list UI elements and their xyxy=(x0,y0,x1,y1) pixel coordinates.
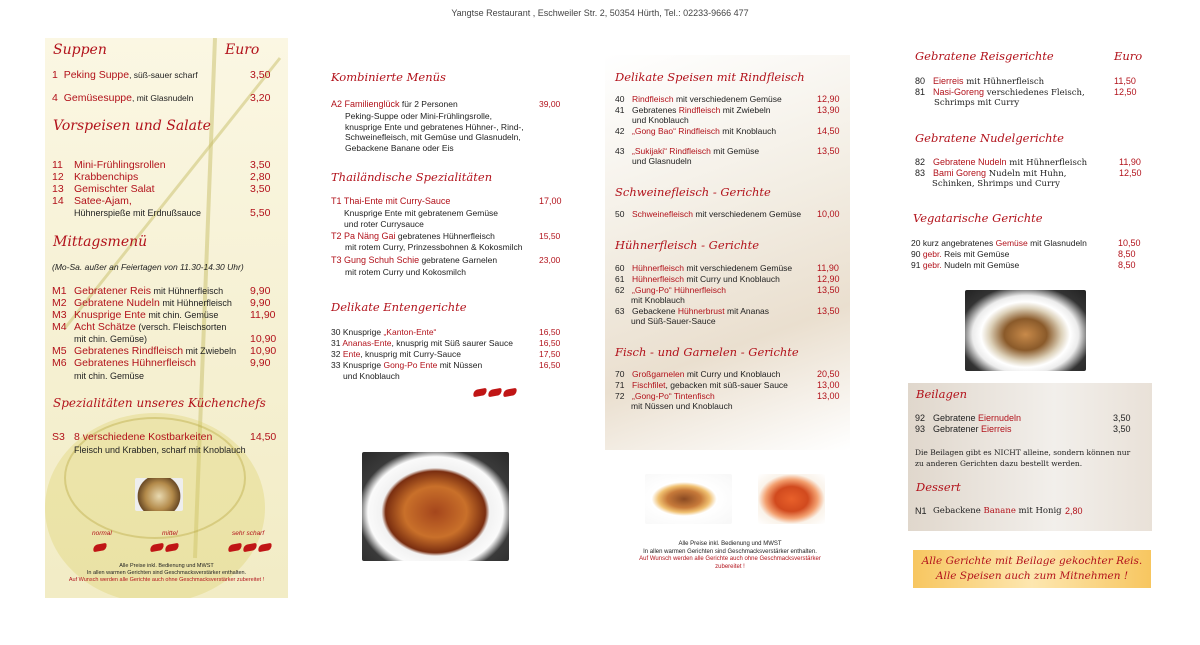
menu-item-detail: und Knoblauch xyxy=(632,115,689,125)
chili-icon xyxy=(150,543,180,554)
menu-item: T1 Thai-Ente mit Curry-Sauce 17,00 xyxy=(331,196,562,206)
menu-item: N1 Gebackene Banane mit Honig 2,80 xyxy=(915,506,1083,516)
menu-item: 60 Hühnerfleisch mit verschiedenem Gemüse 11,90 xyxy=(615,263,839,273)
menu-item: M5 Gebratenes Rindfleisch mit Zwiebeln 10,90 xyxy=(52,345,277,357)
section-title-vorspeisen: Vorspeisen und Salate xyxy=(53,118,211,134)
menu-item: A2 Familienglück für 2 Personen 39,00 xyxy=(331,99,561,109)
menu-item: M6 Gebratenes Hühnerfleisch 9,90 xyxy=(52,357,271,369)
menu-item: 90 gebr. Reis mit Gemüse 8,50 xyxy=(911,249,1136,259)
beef-dish-photo xyxy=(645,474,732,524)
section-title-spezialitaeten: Spezialitäten unseres Küchenchefs xyxy=(53,396,266,410)
menu-item: 71 Fischfilet, gebacken mit süß-sauer Sauce 13,00 xyxy=(615,380,840,390)
section-title-ente: Delikate Entengerichte xyxy=(331,300,467,314)
menu-item: T3 Gung Schuh Schie gebratene Garnelen 23,00 xyxy=(331,255,561,265)
menu-item-detail: Schinken, Shrimps und Curry xyxy=(932,179,1060,189)
spice-label-sehr-scharf: sehr scharf xyxy=(232,530,265,537)
menu-item: 70 Großgarnelen mit Curry und Knoblauch 20,50 xyxy=(615,369,840,379)
menu-item-detail: Knusprige Ente mit gebratenem Gemüse und roter Currysauce xyxy=(344,208,499,229)
section-title-dessert: Dessert xyxy=(916,480,961,494)
beilagen-note: Die Beilagen gibt es NICHT alleine, sondern können nur zu anderen Gerichten dazu bestellt werden. xyxy=(915,448,1131,468)
menu-item: 1 Peking Suppe, süß-sauer scharf 3,50 xyxy=(52,69,271,81)
chili-icon xyxy=(93,543,108,554)
menu-item-detail: mit Nüssen und Knoblauch xyxy=(631,401,733,411)
menu-item-detail: und Knoblauch xyxy=(343,371,400,381)
euro-label: Euro xyxy=(1114,49,1143,63)
menu-item: 14 Satee-Ajam, xyxy=(52,195,132,207)
menu-item-detail: mit Knoblauch xyxy=(631,295,685,305)
menu-item-detail: Peking-Suppe oder Mini-Frühlingsrolle, knusprige Ente und gebratenes Hühner-, Rind-, Schweinefleisch, mit Gemüse und Glasnudeln, Gebackene Banane oder Eis xyxy=(345,111,524,153)
shrimp-dish-photo xyxy=(758,474,825,524)
chili-icon xyxy=(228,543,273,554)
menu-item-detail: und Glasnudeln xyxy=(632,156,692,166)
section-title-nudel: Gebratene Nudelgerichte xyxy=(915,131,1064,145)
section-title-rind: Delikate Speisen mit Rindfleisch xyxy=(615,70,805,84)
section-title-suppen: Suppen xyxy=(53,42,107,58)
menu-item: 4 Gemüsesuppe, mit Glasnudeln 3,20 xyxy=(52,92,271,104)
section-title-beilagen: Beilagen xyxy=(916,387,968,401)
menu-item: S3 8 verschiedene Kostbarkeiten 14,50 xyxy=(52,431,277,443)
menu-item: 80 Eierreis mit Hühnerfleisch 11,50 xyxy=(915,76,1136,87)
menu-item-detail: und Süß-Sauer-Sauce xyxy=(631,316,716,326)
menu-item: 43 „Sukijaki“ Rindfleisch mit Gemüse 13,50 xyxy=(615,146,840,156)
section-title-huhn: Hühnerfleisch - Gerichte xyxy=(615,238,760,252)
section-title-mittag: Mittagsmenü xyxy=(53,234,148,250)
menu-item: 82 Gebratene Nudeln mit Hühnerfleisch 11,90 xyxy=(915,157,1141,168)
section-title-schwein: Schweinefleisch - Gerichte xyxy=(615,185,771,199)
menu-item: 93 Gebratener Eierreis 3,50 xyxy=(915,424,1131,434)
section-title-kombi: Kombinierte Menüs xyxy=(331,70,446,84)
menu-item: 72 „Gong-Po“ Tintenfisch 13,00 xyxy=(615,391,840,401)
menu-item: T2 Pa Näng Gai gebratenes Hühnerfleisch 15,50 xyxy=(331,231,561,241)
column-1-footnote: Alle Preise inkl. Bedienung und MWST In allen warmen Gerichten sind Geschmacksverstärker enthalten. Auf Wunsch werden alle Gerichte auch ohne Geschmacksverstärker zubereitet ! xyxy=(68,563,265,583)
menu-item: 42 „Gong Bao“ Rindfleisch mit Knoblauch 14,50 xyxy=(615,126,840,136)
chili-icon xyxy=(473,388,518,399)
duck-dish-photo xyxy=(362,452,509,561)
menu-item: 91 gebr. Nudeln mit Gemüse 8,50 xyxy=(911,260,1136,270)
menu-item: 92 Gebratene Eiernudeln 3,50 xyxy=(915,413,1131,423)
menu-item: 61 Hühnerfleisch mit Curry und Knoblauch 12,90 xyxy=(615,274,840,284)
menu-item: 13 Gemischter Salat 3,50 xyxy=(52,183,271,195)
footer-banner: Alle Gerichte mit Beilage gekochter Reis. Alle Speisen auch zum Mitnehmen ! xyxy=(913,550,1151,588)
menu-item: M4 Acht Schätze (versch. Fleischsorten xyxy=(52,321,227,333)
menu-item: 63 Gebackene Hühnerbrust mit Ananas 13,50 xyxy=(615,306,840,316)
menu-item: 33 Knusprige Gong-Po Ente mit Nüssen 16,50 xyxy=(331,360,561,370)
section-title-reis: Gebratene Reisgerichte xyxy=(915,49,1054,63)
spice-label-normal: normal xyxy=(92,530,112,537)
menu-item: 81 Nasi-Goreng verschiedenes Fleisch, 12,50 xyxy=(915,87,1137,98)
menu-item: 83 Bami Goreng Nudeln mit Huhn, 12,50 xyxy=(915,168,1142,179)
menu-item-detail: mit rotem Curry, Prinzessbohnen & Kokosmilch xyxy=(345,242,523,252)
section-title-fisch: Fisch - und Garnelen - Gerichte xyxy=(615,345,799,359)
euro-label: Euro xyxy=(225,42,260,58)
menu-item: 62 „Gung-Po“ Hühnerfleisch 13,50 xyxy=(615,285,840,295)
spice-label-mittel: mittel xyxy=(162,530,178,537)
menu-item: M2 Gebratene Nudeln mit Hühnerfleisch 9,90 xyxy=(52,297,271,309)
menu-item: 31 Ananas-Ente, knusprig mit Süß saurer Sauce 16,50 xyxy=(331,338,561,348)
menu-item-detail: Schrimps mit Curry xyxy=(934,98,1020,108)
menu-item: 11 Mini-Frühlingsrollen 3,50 xyxy=(52,159,271,171)
special-dish-photo xyxy=(135,478,183,511)
menu-item: 50 Schweinefleisch mit verschiedenem Gemüse 10,00 xyxy=(615,209,840,219)
menu-item: 30 Knusprige „Kanton-Ente“ 16,50 xyxy=(331,327,561,337)
menu-item-detail: Fleisch und Krabben, scharf mit Knoblauch xyxy=(74,445,246,455)
menu-item: 41 Gebratenes Rindfleisch mit Zwiebeln 13,90 xyxy=(615,105,840,115)
menu-item-detail: mit rotem Curry und Kokosmilch xyxy=(345,267,466,277)
lunch-hours-note: (Mo-Sa. außer an Feiertagen von 11.30-14.30 Uhr) xyxy=(52,262,244,272)
noodle-dish-photo xyxy=(965,290,1086,371)
section-title-veg: Vegatarische Gerichte xyxy=(913,211,1043,225)
menu-item: M1 Gebratener Reis mit Hühnerfleisch 9,90 xyxy=(52,285,271,297)
restaurant-header: Yangtse Restaurant , Eschweiler Str. 2, 50354 Hürth, Tel.: 02233-9666 477 xyxy=(451,8,749,18)
menu-item: 12 Krabbenchips 2,80 xyxy=(52,171,271,183)
menu-item: M3 Knusprige Ente mit chin. Gemüse 11,90 xyxy=(52,309,276,321)
menu-item: 40 Rindfleisch mit verschiedenem Gemüse 12,90 xyxy=(615,94,840,104)
menu-item: 32 Ente, knusprig mit Curry-Sauce 17,50 xyxy=(331,349,561,359)
column-3-footnote: Alle Preise inkl. Bedienung und MWST In allen warmen Gerichten sind Geschmacksverstärker enthalten. Auf Wunsch werden alle Gerichte auch ohne Geschmacksverstärker zubereitet ! xyxy=(639,541,821,570)
menu-item: 20 kurz angebratenes Gemüse mit Glasnudeln 10,50 xyxy=(911,238,1141,248)
section-title-thai: Thailändische Spezialitäten xyxy=(331,170,493,184)
